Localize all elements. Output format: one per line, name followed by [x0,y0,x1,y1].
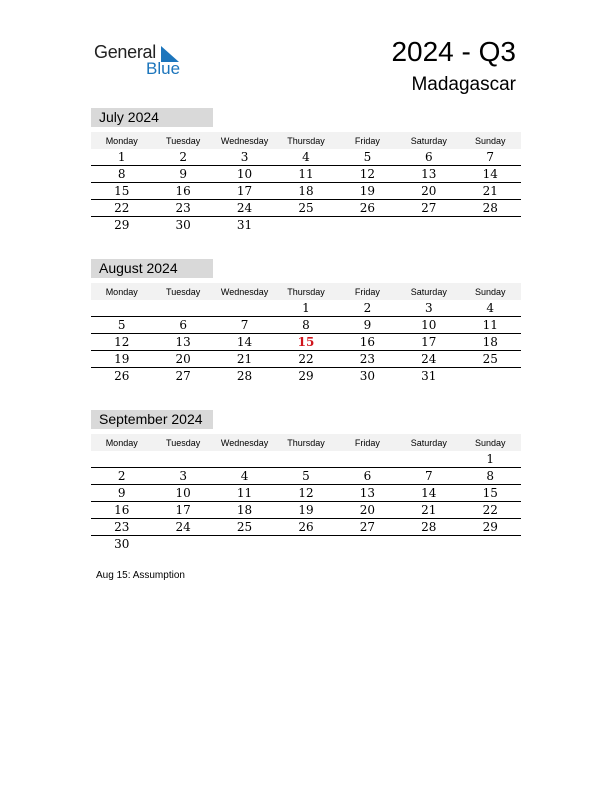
day-cell: 7 [425,469,433,483]
day-cell: 12 [114,335,130,349]
weekday-header [91,283,521,300]
weekday-label: Tuesday [166,135,201,146]
country-name: Madagascar [411,74,516,95]
week-row [91,485,521,502]
day-cell: 23 [175,201,191,215]
weekday-label: Monday [105,286,138,297]
day-cell: 11 [298,167,314,181]
day-cell: 6 [425,150,433,164]
week-row [91,217,521,233]
day-cell: 5 [363,150,372,164]
day-cell: 29 [298,369,314,383]
day-cell: 31 [236,218,253,232]
day-cell: 15 [114,184,130,198]
holiday-day-cell: 15 [297,335,315,349]
day-cell: 4 [302,150,310,164]
weekday-label: Thursday [287,437,325,448]
weekday-label: Monday [105,437,138,448]
day-cell: 2 [363,301,372,315]
day-cell: 8 [302,318,310,332]
day-cell: 25 [298,201,314,215]
weekday-label: Friday [354,286,380,297]
day-cell: 29 [114,218,130,232]
generalblue-logo [94,42,194,78]
day-cell: 27 [421,201,437,215]
day-cell: 18 [298,184,314,198]
weekday-label: Wednesday [220,135,269,146]
day-cell: 4 [240,469,249,483]
weekday-label: Friday [354,135,380,146]
day-cell: 24 [236,201,253,215]
day-cell: 18 [482,335,498,349]
week-row [91,351,521,368]
day-cell: 1 [302,301,310,315]
day-cell: 12 [359,167,376,181]
day-cell: 9 [179,167,187,181]
day-cell: 24 [175,520,191,534]
day-cell: 20 [359,503,376,517]
day-cell: 17 [236,184,253,198]
month-july [91,108,521,233]
day-cell: 16 [175,184,191,198]
day-cell: 30 [114,537,130,551]
day-cell: 20 [175,352,191,366]
day-cell: 26 [114,369,130,383]
weekday-label: Friday [354,437,380,448]
weekday-label: Thursday [287,135,325,146]
day-cell: 30 [175,218,191,232]
day-cell: 11 [482,318,498,332]
day-cell: 17 [175,503,191,517]
weekday-label: Saturday [410,135,447,146]
weekday-header [91,132,521,149]
day-cell: 19 [359,184,376,198]
day-cell: 18 [236,503,253,517]
logo-text-general: General [94,42,156,62]
logo-text-blue: Blue [146,59,181,78]
weekday-label: Sunday [474,286,506,297]
day-cell: 1 [486,452,495,466]
week-row [91,183,521,200]
weekday-label: Wednesday [220,286,269,297]
weekday-label: Tuesday [166,437,201,448]
month-title: July 2024 [91,108,213,127]
week-row [91,317,521,334]
weekday-label: Saturday [410,286,447,297]
day-cell: 13 [421,167,437,181]
week-row [91,536,521,552]
day-cell: 14 [421,486,437,500]
day-cell: 27 [359,520,376,534]
day-cell: 30 [359,369,376,383]
day-cell: 9 [363,318,372,332]
day-cell: 28 [482,201,498,215]
weekday-label: Sunday [474,135,506,146]
week-row [91,451,521,468]
day-cell: 19 [298,503,314,517]
week-row [91,468,521,485]
day-cell: 25 [482,352,498,366]
day-cell: 27 [175,369,191,383]
month-title: August 2024 [91,259,213,278]
day-cell: 26 [298,520,314,534]
day-cell: 22 [298,352,314,366]
weekday-label: Monday [105,135,138,146]
day-cell: 23 [114,520,130,534]
day-cell: 13 [359,486,376,500]
day-cell: 10 [175,486,191,500]
day-cell: 6 [179,318,187,332]
day-cell: 29 [482,520,498,534]
weekday-label: Wednesday [220,437,269,448]
day-cell: 9 [117,486,126,500]
weekday-label: Tuesday [166,286,201,297]
week-row [91,300,521,317]
day-cell: 31 [421,369,437,383]
day-cell: 19 [114,352,130,366]
holiday-footnote: Aug 15: Assumption [96,570,185,581]
day-cell: 28 [236,369,253,383]
day-cell: 21 [421,503,437,517]
weekday-header [91,434,521,451]
day-cell: 8 [486,469,495,483]
day-cell: 10 [421,318,437,332]
weekday-label: Saturday [410,437,447,448]
day-cell: 13 [175,335,191,349]
day-cell: 21 [482,184,498,198]
day-cell: 24 [421,352,437,366]
day-cell: 3 [240,150,249,164]
day-cell: 7 [240,318,249,332]
week-row [91,149,521,166]
day-cell: 8 [117,167,126,181]
quarter-title: 2024 - Q3 [391,36,516,67]
week-row [91,334,521,351]
day-cell: 28 [421,520,437,534]
day-cell: 22 [114,201,130,215]
day-cell: 22 [482,503,498,517]
weekday-label: Sunday [474,437,506,448]
day-cell: 26 [359,201,376,215]
week-row [91,368,521,384]
day-cell: 20 [421,184,437,198]
week-row [91,502,521,519]
day-cell: 7 [486,150,495,164]
day-cell: 5 [302,469,310,483]
day-cell: 2 [179,150,187,164]
day-cell: 16 [114,503,130,517]
day-cell: 11 [236,486,253,500]
day-cell: 12 [298,486,314,500]
day-cell: 4 [486,301,495,315]
day-cell: 16 [359,335,376,349]
week-row [91,166,521,183]
weekday-label: Thursday [287,286,325,297]
day-cell: 23 [359,352,376,366]
month-title: September 2024 [91,410,213,429]
day-cell: 14 [482,167,498,181]
day-cell: 17 [421,335,437,349]
day-cell: 6 [363,469,372,483]
day-cell: 5 [117,318,126,332]
day-cell: 1 [117,150,126,164]
week-row [91,200,521,217]
month-september [91,410,521,552]
day-cell: 2 [117,469,126,483]
day-cell: 21 [236,352,253,366]
day-cell: 25 [236,520,253,534]
day-cell: 14 [236,335,253,349]
month-august [91,259,521,384]
day-cell: 3 [425,301,433,315]
week-row [91,519,521,536]
day-cell: 10 [236,167,253,181]
day-cell: 3 [179,469,187,483]
day-cell: 15 [482,486,498,500]
